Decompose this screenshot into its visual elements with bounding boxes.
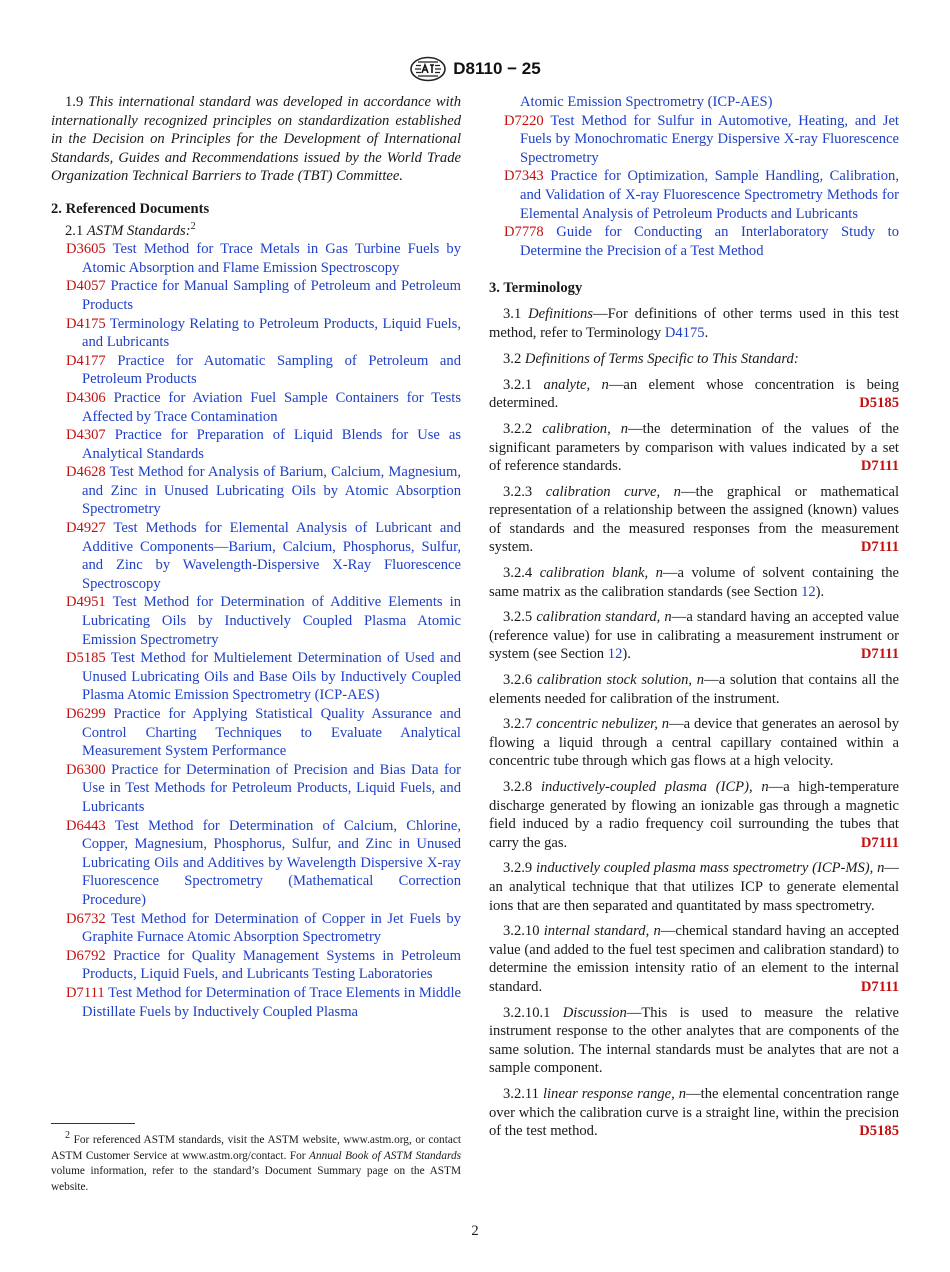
reference-code[interactable]: D7220: [504, 112, 544, 129]
reference-title[interactable]: Test Method for Determination of Additive Elements in Lubricating Oils by Inductively Coupled Plasma Atomic Emission Spectrometry: [82, 594, 462, 648]
definition-item: [489, 922, 899, 996]
definition-text: —the determination of the values of the significant parameters by comparison with values indicated by a set of reference standards.: [489, 420, 899, 475]
reference-item[interactable]: [51, 389, 461, 426]
reference-item[interactable]: [51, 315, 461, 352]
definition-source[interactable]: D5185: [859, 1123, 899, 1140]
definition-3-1: 3.1 Definitions—For definitions of other terms used in this test method, refer to Terminology D4175.: [489, 305, 899, 341]
section-2-heading: 2. Referenced Documents: [51, 200, 210, 217]
definition-text: —This is used to measure the relative instrument response to the other analytes that are components of the same solution. The internal standards must be analytes that are not a sample component.: [489, 1004, 899, 1077]
definition-item: [489, 778, 899, 852]
definition-item: [489, 420, 899, 476]
reference-item[interactable]: [51, 593, 461, 649]
reference-item[interactable]: [51, 984, 461, 1021]
reference-code[interactable]: D4057: [66, 278, 106, 295]
definition-term: inductively-coupled plasma (ICP), n: [540, 779, 769, 795]
reference-item[interactable]: [51, 910, 461, 947]
right-column: [489, 93, 899, 1141]
left-column: [51, 93, 461, 1021]
definition-item: [489, 859, 899, 915]
reference-code[interactable]: D6443: [66, 817, 106, 834]
definition-3-2-4: 3.2.4 calibration blank, n—a volume of solvent containing the same matrix as the calibration standards (see Section 12).: [489, 565, 899, 600]
definition-source[interactable]: D7111: [860, 834, 899, 851]
definition-source[interactable]: D7111: [860, 539, 899, 556]
reference-item[interactable]: [51, 277, 461, 314]
reference-title[interactable]: Practice for Aviation Fuel Sample Containers for Tests Affected by Trace Contamination: [82, 389, 461, 425]
reference-title[interactable]: Practice for Preparation of Liquid Blends for Use as Analytical Standards: [82, 427, 461, 462]
reference-item[interactable]: [51, 817, 461, 910]
footnote-2: $^2$ For referenced ASTM standards, visit the ASTM website, www.astm.org, or contact ASTM Customer Service at www.astm.org/contact. For Annual Book of ASTM Standards volume information, refer to the standard’s Document Summary page on the ASTM website.: [51, 1130, 462, 1193]
definition-term: calibration curve, n: [545, 483, 681, 500]
reference-code[interactable]: D4306: [66, 389, 106, 406]
reference-item[interactable]: [51, 649, 461, 705]
definition-number: 3.2.3: [503, 483, 533, 500]
definition-term: internal standard, n: [543, 923, 661, 940]
definition-number: 3.2.9: [503, 860, 533, 877]
definition-text: —an analytical technique that that utilizes ICP to generate elemental ions that are then separated and quantitated by mass spectrometry.: [489, 860, 899, 914]
reference-title[interactable]: Test Method for Multielement Determination of Used and Unused Lubricating Oils and Base Oils by Inductively Coupled Plasma Atomic Emission Spectrometry (ICP-AES): [82, 650, 461, 704]
definition-source[interactable]: D7111: [860, 458, 899, 475]
definition-number: 3.2.7: [503, 716, 533, 733]
definition-term: inductively coupled plasma mass spectrometry (ICP-MS), n: [535, 860, 885, 877]
reference-code[interactable]: D4628: [66, 464, 106, 481]
definition-source[interactable]: D5185: [859, 395, 899, 412]
referenced-documents-list-continued: [489, 112, 899, 261]
definition-text: —a high-temperature discharge generated by flowing an ionizable gas through a magnetic field induced by a radio frequency coil surrounding the tubes that carry the gas.: [489, 779, 899, 851]
referenced-documents-list: [51, 240, 461, 1021]
reference-title[interactable]: Test Method for Trace Metals in Gas Turbine Fuels by Atomic Absorption and Flame Emission Spectroscopy: [82, 241, 461, 276]
definition-item: [489, 1085, 899, 1141]
reference-code[interactable]: D4175: [66, 315, 106, 332]
reference-code[interactable]: D7778: [504, 224, 544, 241]
reference-item[interactable]: [489, 112, 899, 168]
section-3-heading: 3. Terminology: [489, 280, 583, 297]
section-12-link[interactable]: 12: [607, 646, 623, 663]
definition-text: —chemical standard having an accepted value (and added to the fuel test specimen and calibration standard) to determine the emission intensity ratio of an element to the internal standard.: [489, 923, 899, 995]
definitions-list-b: [489, 671, 899, 1141]
definition-text: —an element whose concentration is being determined.: [489, 376, 899, 412]
definition-source[interactable]: D7111: [860, 646, 899, 663]
page-number: 2: [471, 1223, 479, 1239]
definition-term: calibration, n: [542, 420, 629, 437]
definition-item: [489, 483, 899, 557]
reference-code[interactable]: D6792: [66, 947, 106, 964]
standard-designation: D8110 − 25: [453, 58, 541, 78]
reference-title[interactable]: Practice for Applying Statistical Quality Assurance and Control Charting Techniques to Evaluate Analytical Measurement System Performance: [82, 706, 461, 760]
definition-number: 3.2.2: [503, 420, 533, 437]
reference-title[interactable]: Practice for Automatic Sampling of Petroleum and Petroleum Products: [82, 352, 462, 388]
definition-number: 3.2.10: [503, 923, 540, 940]
definition-number: 3.2.11: [503, 1085, 539, 1102]
definition-term: linear response range, n: [542, 1085, 687, 1102]
definition-number: 3.2.8: [503, 779, 533, 795]
reference-title[interactable]: Test Method for Determination of Copper in Jet Fuels by Graphite Furnace Atomic Absorption Spectrometry: [82, 910, 461, 946]
reference-item[interactable]: [489, 223, 899, 260]
reference-code[interactable]: D6300: [66, 761, 106, 778]
reference-code[interactable]: D7343: [504, 168, 544, 185]
reference-item[interactable]: [51, 947, 461, 984]
paragraph-1-9: 1.9 This international standard was developed in accordance with internationally recognized principles on standardization established in the Decision on Principles for the Development of International Standards, Guides and Recommendations issued by the World Trade Organization Technical Barriers to Trade (TBT) Committee.: [51, 94, 462, 185]
reference-code[interactable]: D4177: [66, 352, 106, 369]
definition-item: [489, 671, 899, 708]
definition-3-2: 3.2 Definitions of Terms Specific to This Standard:: [503, 351, 799, 368]
reference-item[interactable]: [51, 463, 461, 519]
reference-code[interactable]: D6299: [66, 706, 106, 722]
reference-continuation[interactable]: Atomic Emission Spectrometry (ICP-AES): [520, 94, 773, 110]
reference-code[interactable]: D7111: [66, 984, 105, 1001]
reference-item[interactable]: [51, 761, 461, 817]
astm-logo-icon: [409, 56, 447, 82]
definition-term: analyte, n: [543, 376, 609, 393]
definition-term: concentric nebulizer, n: [536, 716, 670, 733]
reference-title[interactable]: Guide for Conducting an Interlaboratory Study to Determine the Precision of a Test Method: [520, 224, 899, 259]
reference-code[interactable]: D5185: [66, 650, 106, 667]
definition-item: [489, 715, 899, 771]
definition-item: [489, 1004, 899, 1078]
definition-3-2-5: 3.2.5 calibration standard, n—a standard having an accepted value (reference value) for use in calibrating a measurement instrument or system (see Section 12). D7111: [489, 609, 899, 663]
reference-item[interactable]: [51, 705, 461, 761]
definition-term: calibration stock solution, n: [536, 672, 705, 689]
reference-title[interactable]: Test Method for Determination of Trace Elements in Middle Distillate Fuels by Inductively Coupled Plasma: [82, 984, 461, 1020]
definition-text: —the graphical or mathematical representation of a relationship between the assigned (known) values of standards and the measured responses from the measurement system.: [489, 483, 899, 556]
reference-code[interactable]: D6732: [66, 910, 106, 927]
page-header: [0, 56, 950, 88]
reference-title[interactable]: Practice for Optimization, Sample Handling, Calibration, and Validation of X-ray Fluorescence Spectrometry Methods for Elemental Analysis of Petroleum Products and Lubricants: [520, 168, 899, 222]
definition-number: 3.2.6: [503, 672, 533, 689]
reference-title[interactable]: Terminology Relating to Petroleum Products, Liquid Fuels, and Lubricants: [82, 315, 462, 351]
reference-code[interactable]: D4927: [66, 520, 106, 537]
reference-code[interactable]: D4307: [66, 427, 106, 444]
reference-title[interactable]: Test Method for Analysis of Barium, Calcium, Magnesium, and Zinc in Unused Lubricating Oils by Atomic Absorption Spectrometry: [82, 464, 461, 518]
subsection-2-1: 2.1 ASTM Standards:$^2$: [65, 220, 196, 239]
reference-title[interactable]: Practice for Manual Sampling of Petroleum and Petroleum Products: [82, 278, 461, 313]
definition-text: —a solution that contains all the elements needed for calibration of the instrument.: [489, 672, 899, 707]
definition-source[interactable]: D7111: [860, 978, 899, 995]
reference-item[interactable]: [51, 240, 461, 277]
definition-item: [489, 376, 899, 413]
definition-number: 3.2.1: [503, 376, 533, 393]
reference-code[interactable]: D3605: [66, 241, 106, 258]
footnote-divider: [51, 1123, 135, 1124]
reference-item[interactable]: [51, 426, 461, 463]
reference-title[interactable]: Practice for Determination of Precision and Bias Data for Use in Test Methods for Petroleum Products, Liquid Fuels, and Lubricants: [82, 761, 461, 815]
section-12-link[interactable]: 12: [801, 583, 816, 600]
terminology-link-d4175[interactable]: D4175: [664, 324, 705, 341]
reference-item[interactable]: [51, 519, 461, 593]
reference-item[interactable]: [51, 352, 461, 389]
reference-title[interactable]: Test Method for Sulfur in Automotive, Heating, and Jet Fuels by Monochromatic Energy Dispersive X-ray Fluorescence Spectrometry: [520, 112, 899, 166]
definition-text: —the elemental concentration range over which the calibration curve is a straight line, within the precision of the test method.: [489, 1085, 899, 1140]
definition-text: —a device that generates an aerosol by flowing a liquid through a central capillary contained within a concentric tube through which gas flows at a high velocity.: [489, 716, 899, 770]
reference-title[interactable]: Test Method for Determination of Calcium, Chlorine, Copper, Magnesium, Phosphorus, Sulfur, and Zinc in Unused Lubricating Oils and Additives by Wavelength Dispersive X-ray Fluorescence Spectrometry (Mathematical Correction Procedure): [82, 817, 461, 908]
reference-title[interactable]: Practice for Quality Management Systems in Petroleum Products, Liquid Fuels, and Lubricants Testing Laboratories: [82, 947, 461, 983]
definition-number: 3.2.10.1: [503, 1004, 551, 1021]
definition-term: Discussion: [562, 1004, 627, 1021]
reference-item[interactable]: [489, 167, 899, 223]
definitions-list-a: [489, 376, 899, 557]
reference-title[interactable]: Test Methods for Elemental Analysis of Lubricant and Additive Components—Barium, Calcium, Phosphorus, Sulfur, and Zinc by Wavelength-Dispersive X-Ray Fluorescence Spectroscopy: [82, 520, 461, 592]
reference-code[interactable]: D4951: [66, 594, 106, 611]
